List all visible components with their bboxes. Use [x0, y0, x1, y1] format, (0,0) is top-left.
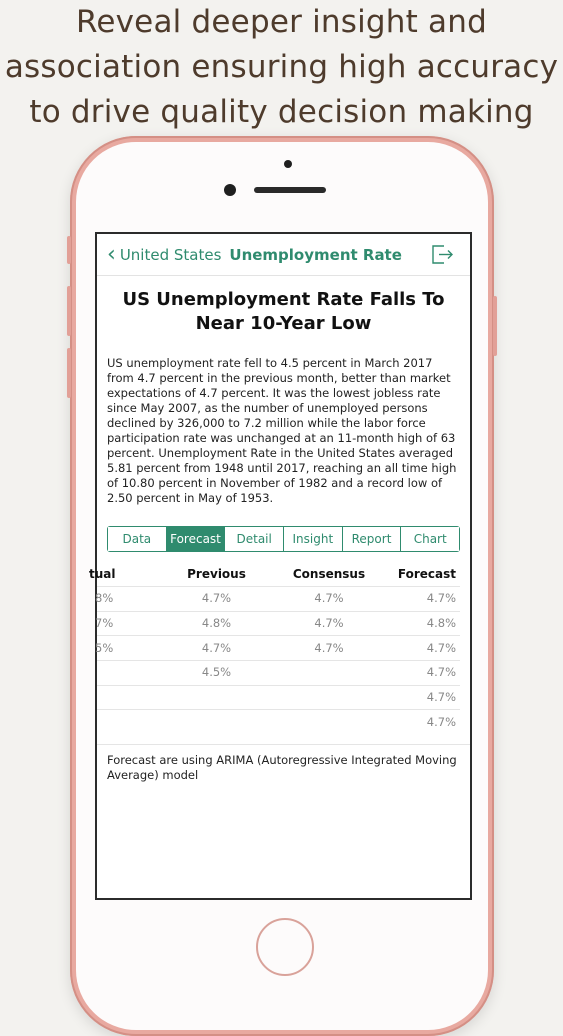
cell-forecast: 4.7%	[426, 640, 456, 655]
cell-previous: 4.5%	[201, 665, 232, 680]
home-button[interactable]	[256, 918, 314, 976]
table-row	[97, 611, 470, 636]
cell-forecast: 4.7%	[426, 714, 456, 729]
cell-previous: 4.8%	[201, 616, 232, 631]
promo-line-2: association ensuring high accuracy	[4, 49, 559, 85]
mute-switch	[67, 236, 71, 264]
table-row	[97, 586, 470, 611]
share-export-icon[interactable]	[430, 242, 454, 266]
forecast-table[interactable]	[89, 562, 470, 734]
cell-consensus: 4.7%	[314, 616, 344, 631]
cell-forecast: 4.7%	[426, 690, 456, 705]
table-header	[89, 562, 470, 586]
volume-up-button	[67, 286, 71, 336]
cell-forecast: 4.7%	[426, 665, 456, 680]
volume-down-button	[67, 348, 71, 398]
table-row	[97, 635, 470, 660]
cell-consensus: 4.7%	[314, 591, 344, 606]
promo-line-3: to drive quality decision making	[29, 94, 534, 130]
front-camera	[224, 184, 236, 196]
cell-previous: 4.7%	[201, 591, 232, 606]
header-forecast: Forecast	[397, 567, 456, 581]
cell-actual: 5%	[95, 640, 114, 655]
power-button	[493, 296, 497, 356]
table-row	[97, 709, 470, 734]
header-previous: Previous	[187, 567, 246, 581]
cell-forecast: 4.8%	[426, 616, 456, 631]
cell-actual: 7%	[95, 616, 114, 631]
table-row	[97, 660, 470, 685]
page-title: Unemployment Rate	[229, 245, 402, 264]
cell-consensus: 4.7%	[314, 640, 344, 655]
back-button[interactable]: United States	[119, 245, 222, 264]
promo-line-1: Reveal deeper insight and	[76, 4, 487, 40]
tab-detail[interactable]: Detail	[225, 527, 284, 551]
segmented-tabs	[107, 526, 460, 552]
cell-forecast: 4.7%	[426, 591, 456, 606]
table-row	[97, 685, 470, 710]
promo-headline	[0, 0, 563, 135]
cell-previous: 4.7%	[201, 640, 232, 655]
header-actual: tual	[89, 567, 116, 581]
navigation-bar	[97, 234, 470, 276]
tab-report[interactable]: Report	[343, 527, 402, 551]
chevron-left-icon[interactable]: ‹	[107, 241, 116, 267]
earpiece-speaker	[254, 187, 326, 193]
article-headline: US Unemployment Rate Falls To Near 10-Year Low	[122, 289, 445, 334]
forecast-footnote: Forecast are using ARIMA (Autoregressive Integrated Moving Average) model	[97, 744, 470, 783]
cell-actual: 8%	[95, 591, 114, 606]
tab-data[interactable]: Data	[108, 527, 167, 551]
app-screen	[89, 232, 472, 900]
tab-insight[interactable]: Insight	[284, 527, 343, 551]
tab-forecast[interactable]: Forecast	[167, 527, 226, 551]
proximity-sensor	[284, 160, 292, 168]
header-consensus: Consensus	[292, 567, 366, 581]
tab-chart[interactable]: Chart	[401, 527, 459, 551]
article-body: US unemployment rate fell to 4.5 percent in March 2017 from 4.7 percent in the previous month, better than market expectations of 4.7 percent. It was the lowest jobless rate since May 2007, as the number of unemployed persons declined by 326,000 to 7.2 million while the labor force participation rate was unchanged at an 11-month high of 63 percent. Unemployment Rate in the United States averaged 5.81 percent from 1948 until 2017, reaching an all time high of 10.80 percent in November of 1982 and a record low of 2.50 percent in May of 1953.	[107, 356, 457, 505]
